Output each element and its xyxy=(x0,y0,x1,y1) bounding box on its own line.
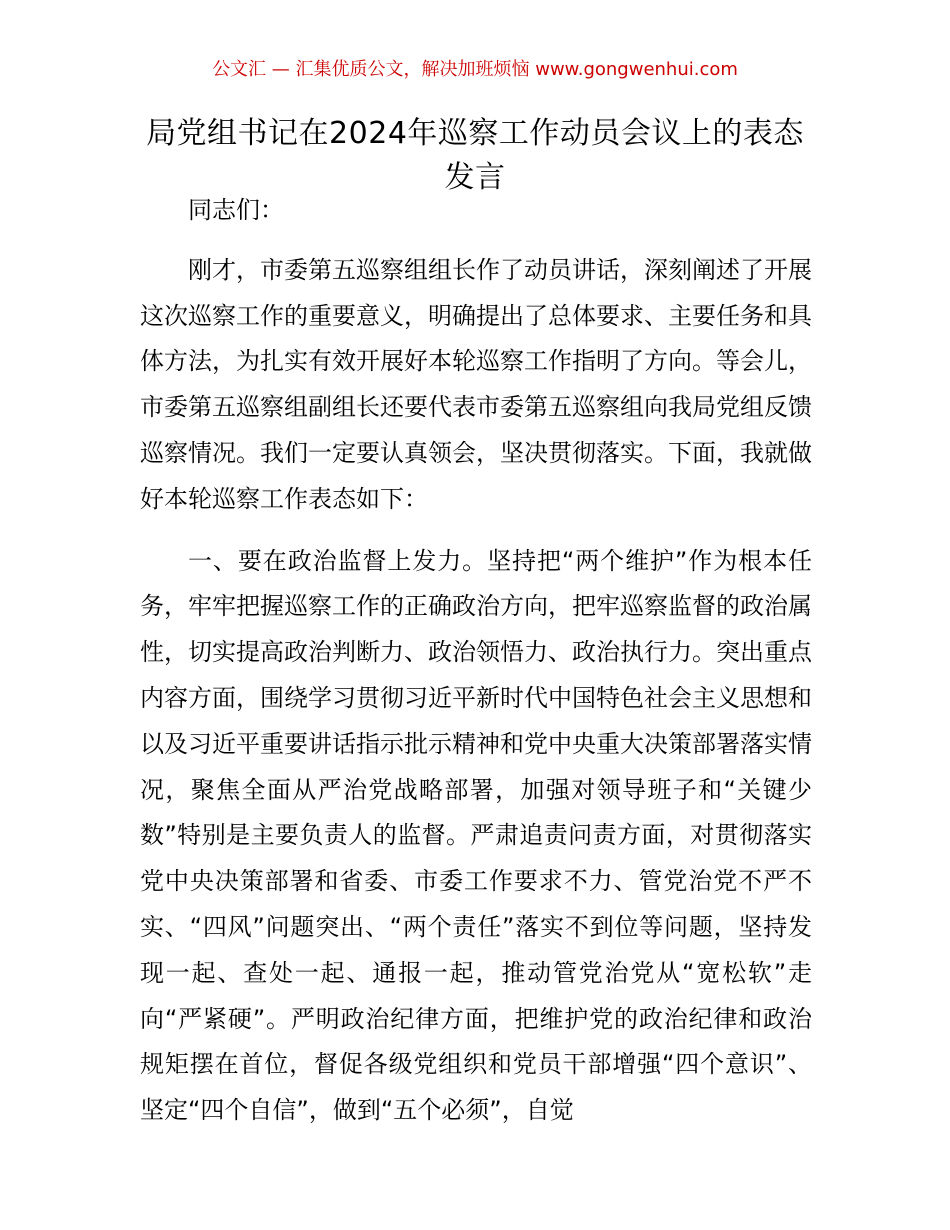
paragraph-2: 一、要在政治监督上发力。坚持把“两个维护”作为根本任务，牢牢把握巡察工作的正确政治方向，把牢巡察监督的政治属性，切实提高政治判断力、政治领悟力、政治执行力。突出重点内容方面，围绕学习贯彻习近平新时代中国特色社会主义思想和以及习近平重要讲话指示批示精神和党中央重大决策部署落实情况，聚焦全面从严治党战略部署，加强对领导班子和“关键少数”特别是主要负责人的监督。严肃追责问责方面，对贯彻落实党中央决策部署和省委、市委工作要求不力、管党治党不严不实、“四风”问题突出、“两个责任”落实不到位等问题，坚持发现一起、查处一起、通报一起，推动管党治党从“宽松软”走向“严紧硬”。严明政治纪律方面，把维护党的政治纪律和政治规矩摆在首位，督促各级党组织和党员干部增强“四个意识”、坚定“四个自信”，做到“五个必须”，自觉 xyxy=(140,546,812,1125)
site-watermark-header: 公文汇 — 汇集优质公文，解决加班烦恼 www.gongwenhui.com xyxy=(212,59,738,80)
paragraph-1: 刚才，市委第五巡察组组长作了动员讲话，深刻阐述了开展这次巡察工作的重要意义，明确提出了总体要求、主要任务和具体方法，为扎实有效开展好本轮巡察工作指明了方向。等会儿，市委第五巡察组副组长还要代表市委第五巡察组向我局党组反馈巡察情况。我们一定要认真领会，坚决贯彻落实。下面，我就做好本轮巡察工作表态如下： xyxy=(140,255,812,513)
document-body xyxy=(140,188,812,1134)
greeting: 同志们： xyxy=(188,196,284,224)
document-title: 局党组书记在2024年巡察工作动员会议上的表态发言 xyxy=(146,116,804,195)
